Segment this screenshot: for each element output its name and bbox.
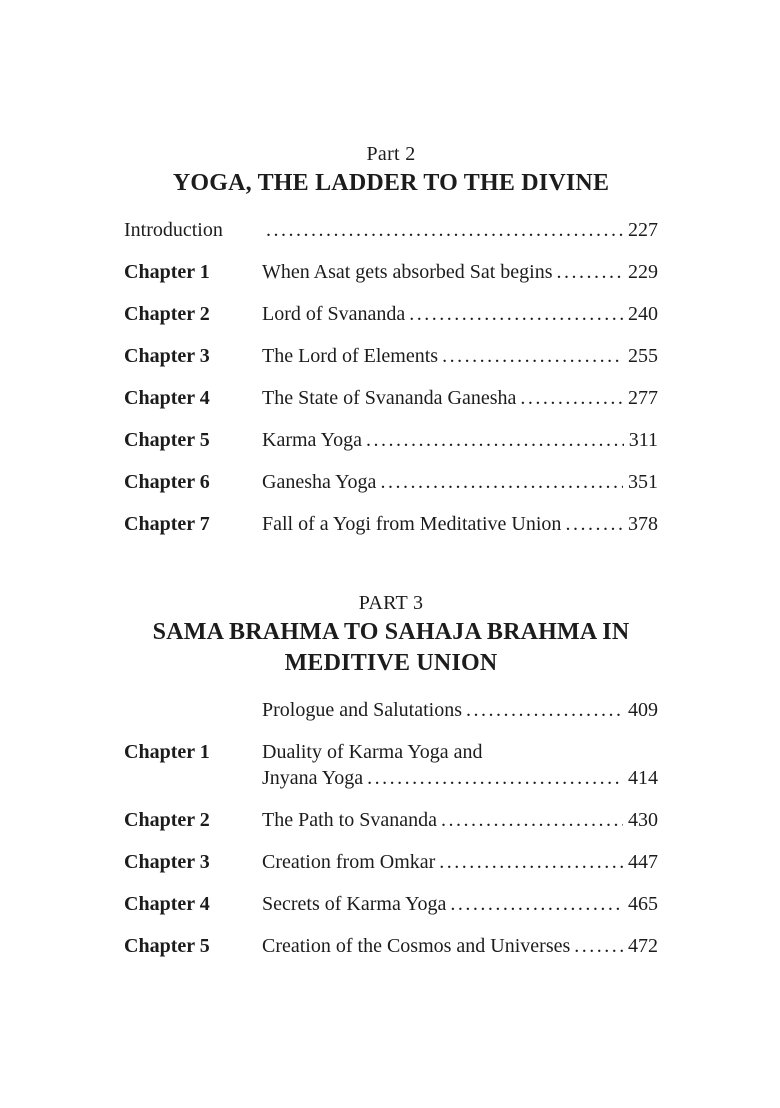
- page-number: 472: [628, 935, 658, 957]
- toc-entry: [124, 849, 658, 875]
- chapter-label: Chapter 6: [124, 471, 210, 493]
- dot-leader: [520, 385, 623, 411]
- toc-entry: [124, 469, 658, 495]
- chapter-label: Chapter 3: [124, 851, 210, 873]
- part2-header: [124, 140, 658, 199]
- chapter-label: Chapter 4: [124, 893, 210, 915]
- page-number: 255: [628, 345, 658, 367]
- dot-leader: [366, 427, 624, 453]
- dot-leader: [450, 891, 623, 917]
- chapter-title-line1: Duality of Karma Yoga and: [262, 741, 483, 763]
- part2-label: Part 2: [366, 143, 416, 165]
- page-number: 378: [628, 513, 658, 535]
- part3-toc: [124, 697, 658, 959]
- chapter-title: Creation from Omkar: [262, 851, 436, 873]
- chapter-label: Introduction: [124, 219, 223, 241]
- chapter-title: Secrets of Karma Yoga: [262, 893, 447, 915]
- part2-toc: [124, 217, 658, 537]
- chapter-title: Fall of a Yogi from Meditative Union: [262, 513, 562, 535]
- chapter-label: Chapter 1: [124, 261, 210, 283]
- chapter-label: Chapter 4: [124, 387, 210, 409]
- dot-leader: [367, 765, 623, 791]
- dot-leader: [441, 807, 623, 833]
- chapter-title: Creation of the Cosmos and Universes: [262, 935, 571, 957]
- dot-leader: [266, 217, 623, 243]
- chapter-title: Lord of Svananda: [262, 303, 406, 325]
- page-number: 465: [628, 893, 658, 915]
- chapter-label: [124, 697, 262, 723]
- chapter-label: Chapter 5: [124, 935, 210, 957]
- chapter-label: Chapter 7: [124, 513, 210, 535]
- chapter-title-line2: Jnyana Yoga: [262, 767, 364, 789]
- chapter-title: When Asat gets absorbed Sat begins: [262, 261, 553, 283]
- chapter-label: Chapter 2: [124, 303, 210, 325]
- toc-entry: [124, 697, 658, 723]
- dot-leader: [380, 469, 623, 495]
- toc-entry: [124, 807, 658, 833]
- toc-entry: [124, 427, 658, 453]
- chapter-title: The Lord of Elements: [262, 345, 439, 367]
- page-number: 447: [628, 851, 658, 873]
- page-number: 277: [628, 387, 658, 409]
- toc-entry: [124, 739, 658, 791]
- dot-leader: [439, 849, 623, 875]
- part3-title-line2: MEDITIVE UNION: [284, 650, 498, 676]
- part3-label: PART 3: [358, 592, 424, 614]
- page-number: 227: [628, 219, 658, 241]
- toc-entry: [124, 217, 658, 243]
- chapter-label: Chapter 2: [124, 809, 210, 831]
- chapter-title: The Path to Svananda: [262, 809, 437, 831]
- dot-leader: [574, 933, 623, 959]
- part3-title-line1: SAMA BRAHMA TO SAHAJA BRAHMA IN: [152, 619, 630, 645]
- page-number: 409: [628, 699, 658, 721]
- part3-header: [124, 589, 658, 679]
- part2-title: YOGA, THE LADDER TO THE DIVINE: [172, 170, 610, 196]
- toc-entry: [124, 933, 658, 959]
- chapter-title: The State of Svananda Ganesha: [262, 387, 517, 409]
- chapter-label: Chapter 5: [124, 429, 210, 451]
- toc-entry: [124, 301, 658, 327]
- page-number: 229: [628, 261, 658, 283]
- dot-leader: [442, 343, 623, 369]
- page-number: 311: [628, 429, 658, 451]
- page-number: 240: [628, 303, 658, 325]
- page-number: 414: [628, 767, 658, 789]
- dot-leader: [409, 301, 623, 327]
- page-number: 351: [628, 471, 658, 493]
- chapter-label: Chapter 3: [124, 345, 210, 367]
- toc-entry: [124, 385, 658, 411]
- toc-entry: [124, 259, 658, 285]
- page-number: 430: [628, 809, 658, 831]
- toc-entry: [124, 343, 658, 369]
- toc-entry: [124, 891, 658, 917]
- dot-leader: [466, 697, 623, 723]
- dot-leader: [557, 259, 624, 285]
- chapter-label: Chapter 1: [124, 741, 210, 763]
- chapter-title: Prologue and Salutations: [262, 699, 462, 721]
- toc-entry: [124, 511, 658, 537]
- chapter-title: Karma Yoga: [262, 429, 362, 451]
- chapter-title: Ganesha Yoga: [262, 471, 377, 493]
- dot-leader: [565, 511, 623, 537]
